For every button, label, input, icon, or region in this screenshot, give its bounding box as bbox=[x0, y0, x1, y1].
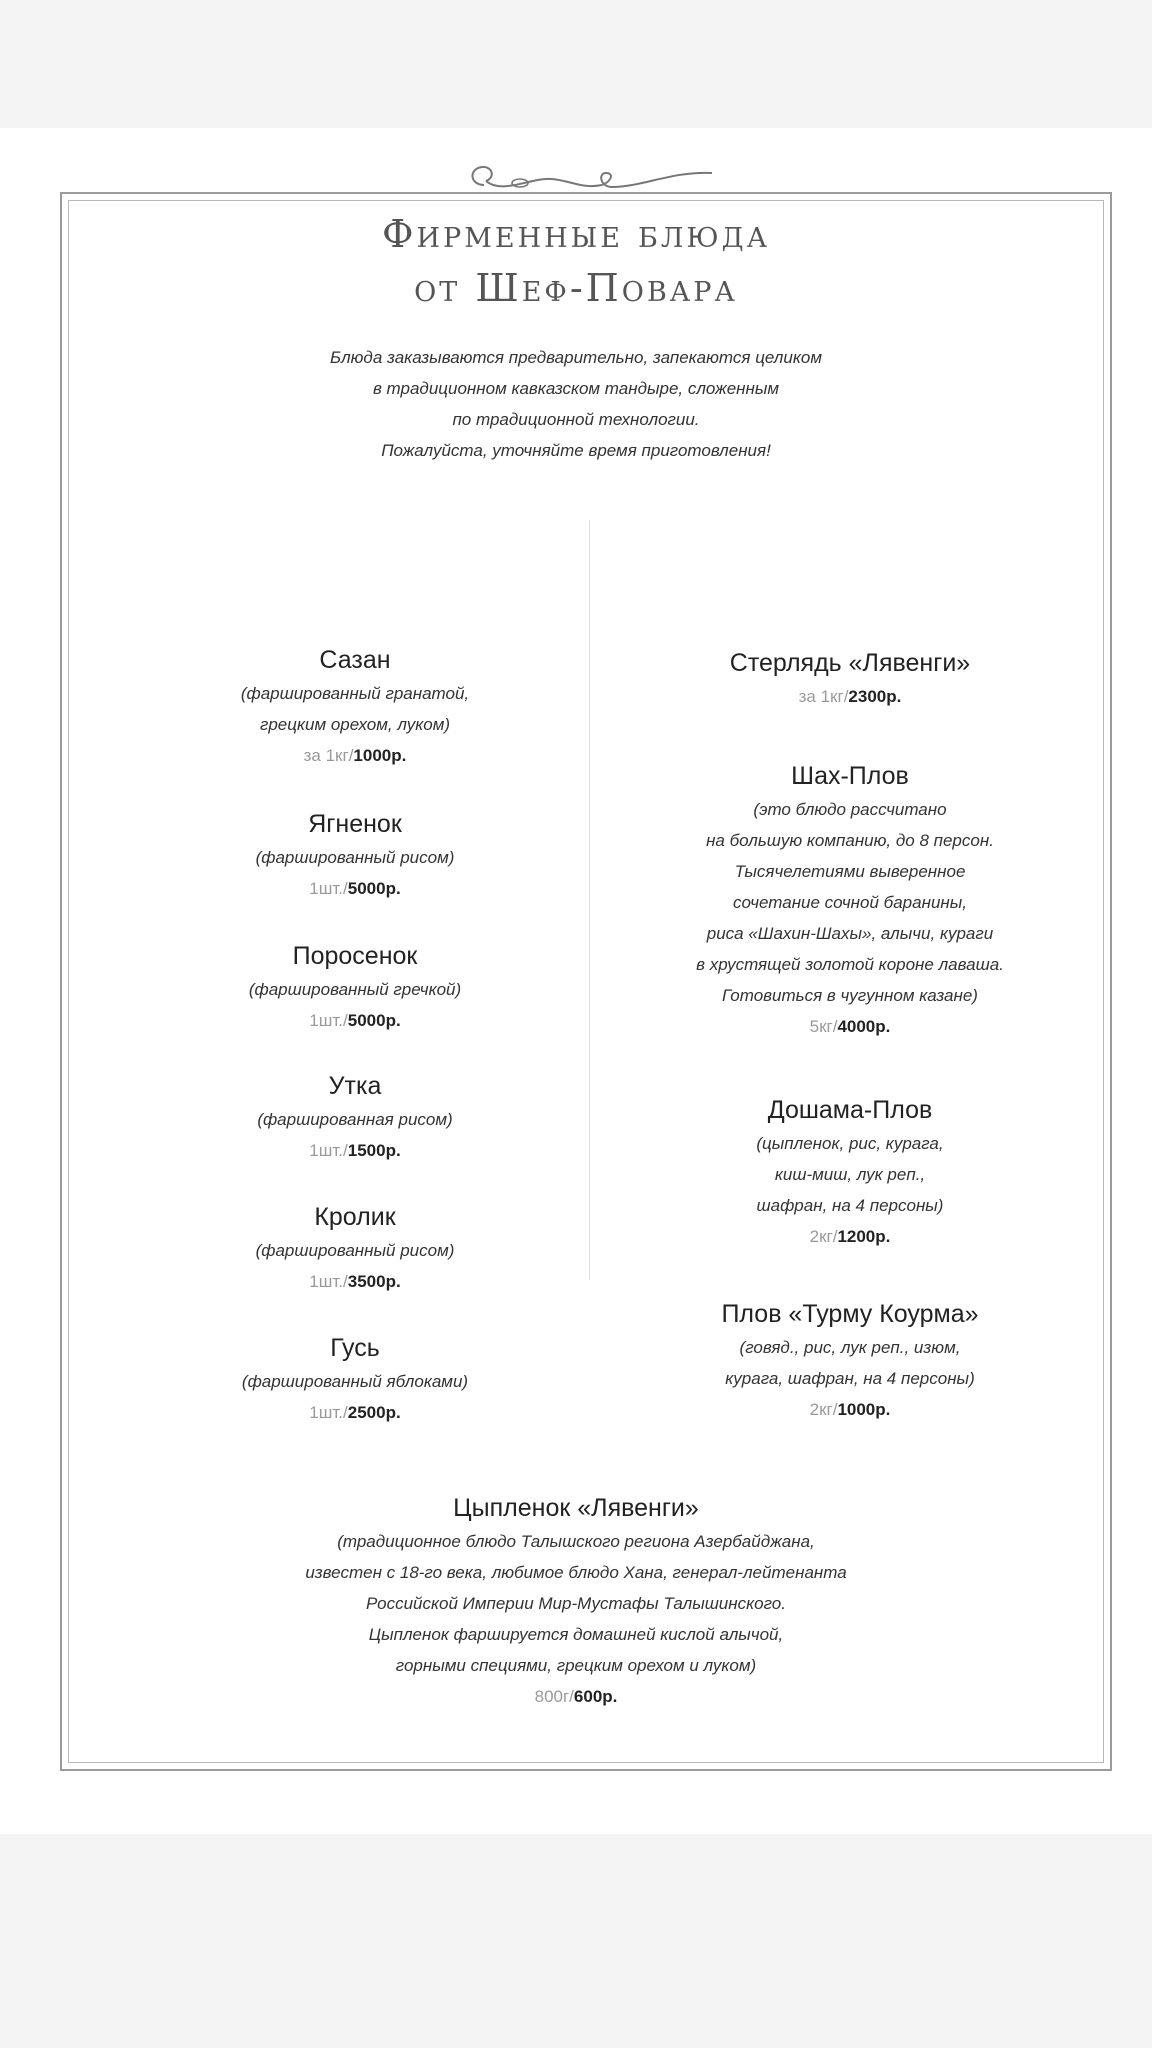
dish-name: Цыпленок «Лявенги» bbox=[453, 1494, 699, 1522]
dish-description bbox=[620, 1128, 1080, 1221]
intro-line: Пожалуйста, уточняйте время приготовления! bbox=[381, 441, 771, 460]
dish-doshama-plov bbox=[620, 1092, 1080, 1252]
intro-text bbox=[0, 342, 1152, 466]
column-divider bbox=[589, 520, 590, 1280]
dish-desc-line: (фаршированный гранатой, bbox=[240, 684, 470, 703]
price-amount: 2300р. bbox=[848, 687, 902, 706]
price-amount: 1000р. bbox=[837, 1400, 891, 1419]
price-amount: 5000р. bbox=[347, 879, 401, 898]
price-amount: 4000р. bbox=[837, 1017, 891, 1036]
dish-description bbox=[620, 794, 1080, 1011]
dish-desc-line: (фаршированный рисом) bbox=[255, 1241, 455, 1260]
dish-price bbox=[170, 1005, 540, 1036]
dish-krolik bbox=[170, 1199, 540, 1297]
dish-name: Поросенок bbox=[292, 942, 418, 970]
price-amount: 1000р. bbox=[353, 746, 407, 765]
dish-description bbox=[170, 842, 540, 873]
intro-line: по традиционной технологии. bbox=[452, 410, 700, 429]
price-amount: 2500р. bbox=[347, 1403, 401, 1422]
dish-desc-line: киш-миш, лук реп., bbox=[774, 1165, 926, 1184]
price-unit: за 1кг/ bbox=[798, 687, 849, 706]
price-unit: 1шт./ bbox=[309, 1272, 348, 1291]
dish-name: Шах-Плов bbox=[791, 762, 909, 790]
price-unit: 2кг/ bbox=[809, 1400, 838, 1419]
dish-description bbox=[620, 1332, 1080, 1394]
dish-desc-line: (фаршированный гречкой) bbox=[248, 980, 462, 999]
dish-name: Стерлядь «Лявенги» bbox=[729, 649, 971, 677]
dish-price bbox=[170, 873, 540, 904]
dish-cyplenok-lyavengi bbox=[160, 1490, 992, 1712]
dish-price bbox=[620, 681, 1080, 712]
dish-plov-turmu-kourma bbox=[620, 1296, 1080, 1425]
dish-desc-line: (фаршированный яблоками) bbox=[241, 1372, 469, 1391]
price-unit: 1шт./ bbox=[309, 1011, 348, 1030]
price-amount: 5000р. bbox=[347, 1011, 401, 1030]
price-unit: 5кг/ bbox=[809, 1017, 838, 1036]
dish-desc-line: риса «Шахин-Шахы», алычи, кураги bbox=[706, 924, 994, 943]
price-amount: 600р. bbox=[573, 1687, 618, 1706]
dish-desc-line: на большую компанию, до 8 персон. bbox=[706, 831, 994, 850]
price-unit: 1шт./ bbox=[309, 879, 348, 898]
dish-shah-plov bbox=[620, 758, 1080, 1042]
swirl-ornament-icon bbox=[462, 155, 718, 205]
dish-price bbox=[160, 1681, 992, 1712]
dish-desc-line: известен с 18-го века, любимое блюдо Хана, генерал-лейтенанта bbox=[305, 1563, 847, 1582]
dish-sterlyad bbox=[620, 645, 1080, 712]
dish-desc-line: (традиционное блюдо Талышского региона Азербайджана, bbox=[337, 1532, 815, 1551]
dish-desc-line: шафран, на 4 персоны) bbox=[756, 1196, 944, 1215]
dish-desc-line: курага, шафран, на 4 персоны) bbox=[725, 1369, 975, 1388]
dish-price bbox=[170, 1397, 540, 1428]
dish-price bbox=[620, 1394, 1080, 1425]
dish-desc-line: (говяд., рис, лук реп., изюм, bbox=[739, 1338, 961, 1357]
price-unit: 2кг/ bbox=[809, 1227, 838, 1246]
dish-price bbox=[170, 740, 540, 771]
dish-sazan bbox=[170, 642, 540, 771]
dish-name: Ягненок bbox=[308, 810, 402, 838]
dish-desc-line: Готовиться в чугунном казане) bbox=[722, 986, 978, 1005]
dish-description bbox=[170, 974, 540, 1005]
dish-price bbox=[620, 1221, 1080, 1252]
intro-line: в традиционном кавказском тандыре, сложенным bbox=[372, 379, 780, 398]
dish-desc-line: (фаршированный рисом) bbox=[255, 848, 455, 867]
dish-name: Плов «Турму Коурма» bbox=[721, 1300, 979, 1328]
dish-description bbox=[170, 1366, 540, 1397]
price-unit: 1шт./ bbox=[309, 1403, 348, 1422]
price-amount: 1200р. bbox=[837, 1227, 891, 1246]
dish-porosenok bbox=[170, 938, 540, 1036]
dish-description bbox=[170, 1104, 540, 1135]
dish-desc-line: грецким орехом, луком) bbox=[259, 715, 451, 734]
dish-price bbox=[620, 1011, 1080, 1042]
dish-desc-line: (фаршированная рисом) bbox=[257, 1110, 453, 1129]
dish-desc-line: горными специями, грецким орехом и луком) bbox=[395, 1656, 757, 1675]
dish-desc-line: в хрустящей золотой короне лаваша. bbox=[696, 955, 1004, 974]
price-unit: за 1кг/ bbox=[303, 746, 354, 765]
dish-desc-line: Цыпленок фаршируется домашней кислой алычой, bbox=[368, 1625, 784, 1644]
dish-utka bbox=[170, 1068, 540, 1166]
dish-name: Гусь bbox=[330, 1334, 380, 1362]
dish-desc-line: (это блюдо рассчитано bbox=[753, 800, 947, 819]
dish-name: Сазан bbox=[319, 646, 391, 674]
intro-line: Блюда заказываются предварительно, запекаются целиком bbox=[330, 348, 822, 367]
price-amount: 1500р. bbox=[347, 1141, 401, 1160]
dish-desc-line: (цыпленок, рис, курага, bbox=[756, 1134, 944, 1153]
page-title-line2: от Шеф-Повара bbox=[414, 266, 738, 310]
dish-name: Кролик bbox=[314, 1203, 396, 1231]
dish-description bbox=[160, 1526, 992, 1681]
dish-description bbox=[170, 1235, 540, 1266]
dish-desc-line: сочетание сочной баранины, bbox=[733, 893, 967, 912]
page-title-line1: Фирменные блюда bbox=[381, 212, 771, 256]
dish-gus bbox=[170, 1330, 540, 1428]
dish-name: Утка bbox=[328, 1072, 382, 1100]
dish-desc-line: Тысячелетиями выверенное bbox=[734, 862, 966, 881]
dish-yagnenok bbox=[170, 806, 540, 904]
dish-desc-line: Российской Империи Мир-Мустафы Талышинского. bbox=[366, 1594, 786, 1613]
dish-price bbox=[170, 1135, 540, 1166]
price-unit: 800г/ bbox=[534, 1687, 574, 1706]
price-unit: 1шт./ bbox=[309, 1141, 348, 1160]
price-amount: 3500р. bbox=[347, 1272, 401, 1291]
dish-description bbox=[170, 678, 540, 740]
dish-name: Дошама-Плов bbox=[767, 1096, 933, 1124]
dish-price bbox=[170, 1266, 540, 1297]
